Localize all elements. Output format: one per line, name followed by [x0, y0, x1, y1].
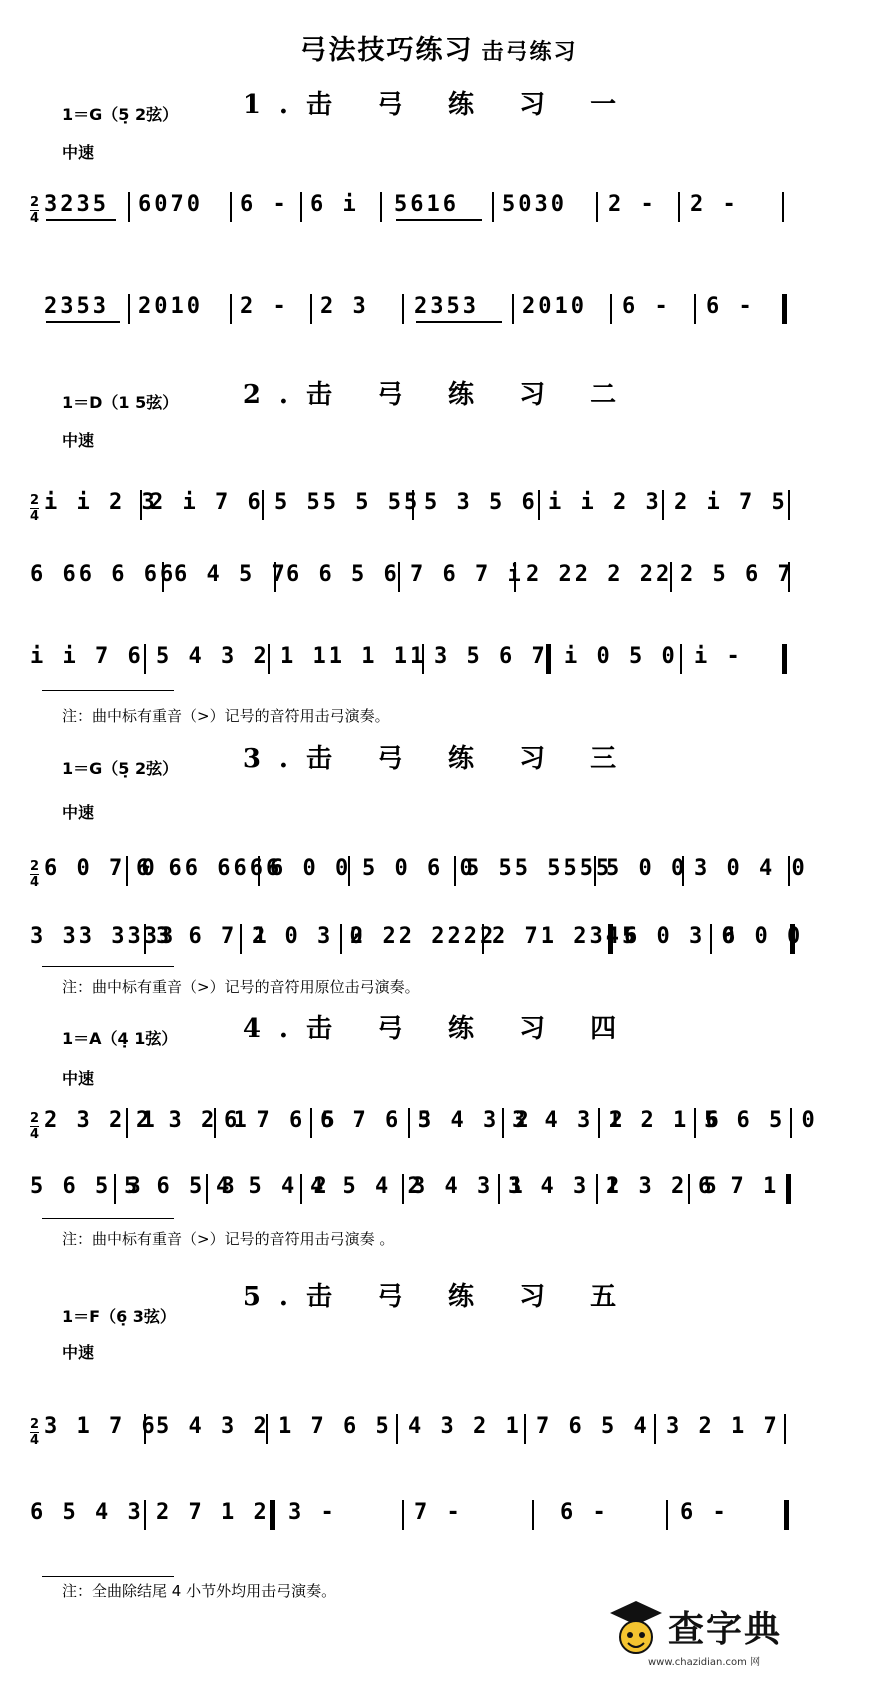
barline: [524, 1414, 526, 1444]
time-signature: 2 4: [30, 1111, 40, 1142]
measure: 2 i 7 5: [674, 490, 788, 515]
measure: 2 3 2 1: [136, 1108, 250, 1133]
footnote: 注：曲中标有重音（>）记号的音符用击弓演奏。: [62, 707, 390, 725]
measure: 3 5 6 7: [434, 644, 548, 669]
footnote-rule: [42, 1218, 174, 1219]
barline: [310, 294, 312, 324]
barline: [682, 856, 684, 886]
measure: 3 0 4 0: [694, 856, 808, 881]
barline: [144, 1414, 146, 1444]
measure: 6 7 6 5: [224, 1108, 338, 1133]
barline: [128, 192, 130, 222]
measure: 1 2 1 6: [608, 1108, 722, 1133]
barline: [598, 1108, 600, 1138]
measure: 2 i 7 6: [150, 490, 264, 515]
measure: 2 5 6 7: [680, 562, 794, 587]
measure: 2 22 2 22: [526, 562, 673, 587]
barline: [594, 856, 596, 886]
barline: [482, 924, 484, 954]
page-title: 弓法技巧练习 击弓练习: [299, 35, 578, 66]
underline: [396, 219, 482, 221]
time-signature: 2 4: [30, 195, 40, 226]
key-signature: 1＝G（5̣ 2弦）: [62, 105, 179, 124]
barline: [454, 856, 456, 886]
repeat-barline: [270, 1500, 275, 1530]
footnote: 注：曲中标有重音（>）记号的音符用击弓演奏 。: [62, 1230, 395, 1248]
measure: 5 4 3 2: [156, 1414, 270, 1439]
repeat-barline: [546, 644, 551, 674]
barline: [206, 1174, 208, 1204]
section-title: 5.击 弓 练 习 五: [242, 1282, 635, 1312]
measure: 2 3 2 5: [606, 1174, 720, 1199]
time-signature: 2 4: [30, 859, 40, 890]
measure: 2353: [414, 294, 479, 319]
staff-line: [30, 188, 850, 238]
barline: [262, 490, 264, 520]
footnote: 注：曲中标有重音（>）记号的音符用原位击弓演奏。: [62, 978, 420, 996]
barline: [398, 562, 400, 592]
barline: [680, 644, 682, 674]
barline: [790, 1108, 792, 1138]
barline: [492, 192, 494, 222]
measure: 5 55 5 55: [274, 490, 421, 515]
barline: [610, 294, 612, 324]
barline: [258, 856, 260, 886]
tempo-marking: 中速: [62, 1343, 95, 1362]
measure: 2 3: [320, 294, 369, 319]
measure: i i 2 3: [548, 490, 662, 515]
key-signature: 1＝F（6̣ 3弦）: [62, 1307, 176, 1326]
staff-line: [30, 1170, 850, 1220]
barline: [654, 1414, 656, 1444]
repeat-barline: [608, 924, 613, 954]
barline: [782, 192, 784, 222]
final-barline: [784, 1500, 789, 1530]
barline: [310, 1108, 312, 1138]
barline: [126, 1108, 128, 1138]
staff-line: [30, 558, 850, 608]
barline: [240, 924, 242, 954]
time-signature: 2 4: [30, 1417, 40, 1448]
barline: [596, 1174, 598, 1204]
barline: [162, 562, 164, 592]
measure: 2010: [522, 294, 587, 319]
measure: 2 -: [608, 192, 657, 217]
measure: 2 7 1 2: [156, 1500, 270, 1525]
barline: [380, 192, 382, 222]
barline: [340, 924, 342, 954]
measure: 6 -: [622, 294, 671, 319]
tempo-marking: 中速: [62, 143, 95, 162]
measure: 7 6 5 4: [536, 1414, 650, 1439]
measure: 5 4 3 2: [156, 644, 270, 669]
barline: [268, 644, 270, 674]
barline: [498, 1174, 500, 1204]
measure: 3 4 3 2: [418, 1108, 532, 1133]
barline: [502, 1108, 504, 1138]
final-barline: [790, 924, 795, 954]
measure: 2 0 3 0: [252, 924, 366, 949]
measure: 5 0 0: [606, 856, 688, 881]
measure: 1 11 1 11: [280, 644, 427, 669]
measure: i 0 5 0: [564, 644, 678, 669]
measure: 6 6 5 6: [286, 562, 400, 587]
staff-line: [30, 1410, 850, 1460]
measure: 2010: [138, 294, 203, 319]
measure: 2 22 2222: [350, 924, 497, 949]
tempo-marking: 中速: [62, 431, 95, 450]
measure: 4 5 4 2: [216, 1174, 330, 1199]
measure: 6 66 6 66: [30, 562, 177, 587]
measure: 1 7 6 5: [278, 1414, 392, 1439]
measure: 3 33 3333: [30, 924, 177, 949]
staff-line: [30, 1496, 850, 1546]
measure: 2 71 2345: [492, 924, 639, 949]
measure: i i 7 6: [30, 644, 144, 669]
underline: [416, 321, 502, 323]
barline: [230, 294, 232, 324]
barline: [670, 562, 672, 592]
measure: 6 0 3 0: [624, 924, 738, 949]
barline: [348, 856, 350, 886]
key-signature: 1＝D（1 5弦）: [62, 393, 179, 412]
measure: 6 0 0: [722, 924, 804, 949]
measure: 3 2 1 7: [666, 1414, 780, 1439]
measure: 3 4 3 1: [508, 1174, 622, 1199]
key-signature: 1＝A（4̣ 1弦）: [62, 1029, 178, 1048]
page-subtitle: 击弓练习: [481, 40, 578, 65]
barline: [694, 294, 696, 324]
measure: 3235: [44, 192, 109, 217]
measure: 7 -: [414, 1500, 463, 1525]
barline: [402, 1500, 404, 1530]
measure: 3 -: [288, 1500, 337, 1525]
time-signature: 2 4: [30, 493, 40, 524]
barline: [266, 1414, 268, 1444]
barline: [214, 1108, 216, 1138]
barline: [144, 924, 146, 954]
measure: 6 -: [680, 1500, 729, 1525]
barline: [402, 1174, 404, 1204]
underline: [46, 219, 116, 221]
measure: 5030: [502, 192, 567, 217]
tempo-marking: 中速: [62, 1069, 95, 1088]
measure: 6 -: [240, 192, 289, 217]
tempo-marking: 中速: [62, 803, 95, 822]
measure: 5 0 6 0: [362, 856, 476, 881]
staff-line: [30, 640, 850, 690]
final-barline: [786, 1174, 791, 1204]
footnote-rule: [42, 966, 174, 967]
barline: [402, 294, 404, 324]
barline: [788, 490, 790, 520]
barline: [422, 644, 424, 674]
measure: 5 55 5555: [466, 856, 613, 881]
measure: 3 4 3 2: [512, 1108, 626, 1133]
key-signature: 1＝G（5̣ 2弦）: [62, 759, 179, 778]
measure: 5616: [394, 192, 459, 217]
footnote: 注：全曲除结尾 4 小节外均用击弓演奏。: [62, 1582, 337, 1600]
measure: 5 6 5 0: [704, 1108, 818, 1133]
barline: [688, 1174, 690, 1204]
barline: [128, 294, 130, 324]
barline: [300, 1174, 302, 1204]
measure: 6 66 6666: [136, 856, 283, 881]
footnote-rule: [42, 690, 174, 691]
measure: 6 -: [560, 1500, 609, 1525]
barline: [784, 1414, 786, 1444]
barline: [596, 192, 598, 222]
measure: i i 2 3: [44, 490, 158, 515]
measure: 6 4 5 7: [174, 562, 288, 587]
section-title: 1.击 弓 练 习 一: [242, 90, 635, 120]
measure: 6 0 0: [270, 856, 352, 881]
barline: [144, 1500, 146, 1530]
site-logo: [608, 1593, 848, 1673]
barline: [140, 490, 142, 520]
measure: 7 6 7 i: [410, 562, 524, 587]
measure: 5 6 5 3: [30, 1174, 144, 1199]
staff-line: [30, 486, 850, 536]
staff-line: [30, 1104, 850, 1154]
footnote-rule: [42, 1576, 174, 1577]
staff-line: [30, 920, 850, 970]
barline: [666, 1500, 668, 1530]
barline: [396, 1414, 398, 1444]
barline: [694, 1108, 696, 1138]
barline: [300, 192, 302, 222]
barline: [662, 490, 664, 520]
barline: [512, 294, 514, 324]
barline: [788, 856, 790, 886]
measure: 6 7 6 5: [320, 1108, 434, 1133]
barline: [538, 490, 540, 520]
section-title: 4.击 弓 练 习 四: [242, 1014, 635, 1044]
measure: 6 -: [706, 294, 755, 319]
measure: 4 3 2 1: [408, 1414, 522, 1439]
barline: [114, 1174, 116, 1204]
barline: [408, 1108, 410, 1138]
section-title: 3.击 弓 练 习 三: [242, 744, 635, 774]
barline: [532, 1500, 534, 1530]
measure: 6 5 4 3: [30, 1500, 144, 1525]
underline: [46, 321, 120, 323]
barline: [788, 562, 790, 592]
barline: [144, 644, 146, 674]
barline: [126, 856, 128, 886]
barline: [274, 562, 276, 592]
barline: [230, 192, 232, 222]
barline: [678, 192, 680, 222]
measure: 5 3 5 6: [424, 490, 538, 515]
measure: 3 1 7 6: [44, 1414, 158, 1439]
measure: 3 4 3 1: [412, 1174, 526, 1199]
measure: 6070: [138, 192, 203, 217]
measure: 6 0 7 0: [44, 856, 158, 881]
measure: 2 -: [690, 192, 739, 217]
barline: [710, 924, 712, 954]
measure: 2 3 2 1: [44, 1108, 158, 1133]
barline: [412, 490, 414, 520]
measure: 2 -: [240, 294, 289, 319]
measure: 3 6 7 1: [156, 924, 270, 949]
measure: 4 5 4 2: [310, 1174, 424, 1199]
final-barline: [782, 644, 787, 674]
measure: 5 6 5 3: [124, 1174, 238, 1199]
measure: 6 7 1: [698, 1174, 780, 1199]
measure: 2353: [44, 294, 109, 319]
measure: i -: [694, 644, 743, 669]
section-title: 2.击 弓 练 习 二: [242, 380, 635, 410]
logo-text: 查字典: [668, 1609, 783, 1650]
measure: 6 i: [310, 192, 359, 217]
logo-url: www.chazidian.com 网: [648, 1657, 761, 1668]
barline: [514, 562, 516, 592]
staff-line: [30, 852, 850, 902]
staff-line: [30, 290, 850, 340]
final-barline: [782, 294, 787, 324]
